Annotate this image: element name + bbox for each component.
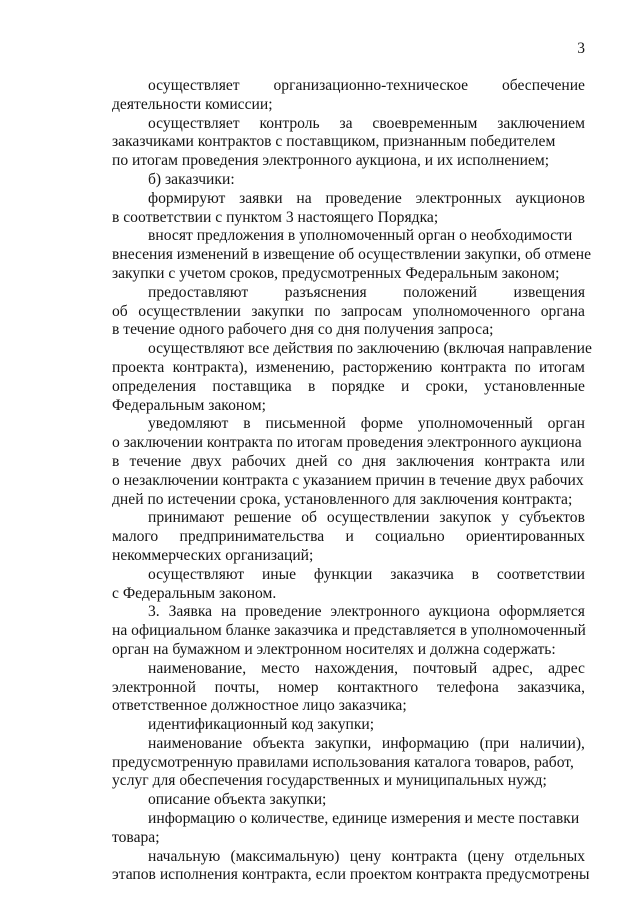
text-word: объекта: [252, 734, 305, 752]
text-line: описание объекта закупки;: [148, 791, 327, 809]
text-word: расторжению: [342, 358, 433, 376]
text-word: течение: [129, 452, 182, 470]
text-word: на: [296, 189, 312, 207]
text-word: Заявка: [168, 603, 213, 621]
text-word: по: [514, 358, 531, 376]
text-word: разъяснения: [284, 283, 367, 301]
text-line: [112, 735, 585, 754]
text-line: [112, 660, 585, 679]
text-word: положений: [403, 283, 477, 301]
text-word: осуществляет: [148, 77, 240, 94]
text-word: осуществляет: [148, 114, 240, 132]
text-word: 3.: [148, 603, 160, 621]
text-word: информацию: [381, 734, 470, 752]
text-word: об: [112, 302, 128, 320]
text-line: [112, 848, 585, 867]
text-word: осуществлении: [138, 302, 241, 320]
text-word: в: [307, 377, 316, 395]
text-word: проекта: [112, 358, 165, 376]
text-line: [112, 359, 585, 378]
text-line: некоммерческих организаций;: [112, 546, 314, 564]
text-word: наименование,: [148, 659, 247, 677]
text-word: в: [243, 415, 251, 433]
text-line: закупки с учетом сроков, предусмотренных Федеральным законом;: [112, 264, 560, 282]
text-word: отдельных: [514, 847, 585, 865]
text-word: (цену: [467, 847, 505, 865]
text-word: и: [345, 528, 354, 546]
text-word: контракта),: [172, 358, 248, 376]
text-word: адрес,: [492, 659, 534, 677]
text-line: предусмотренную правилами использования каталога товаров, работ,: [112, 753, 574, 771]
text-word: установленные: [484, 377, 585, 395]
text-word: проведение: [245, 603, 322, 621]
text-word: обеспечение: [501, 77, 585, 94]
text-line: вносят предложения в уполномоченный орган о необходимости: [148, 227, 573, 245]
text-word: предоставляют: [148, 283, 249, 301]
text-word: за: [339, 114, 353, 132]
text-word: электронных: [415, 189, 502, 207]
text-word: малого: [112, 528, 159, 546]
text-line: в течение одного рабочего дня со дня получения запроса;: [112, 321, 494, 339]
text-word: у: [501, 509, 510, 527]
text-word: письменной: [265, 415, 346, 433]
text-line: б) заказчики:: [148, 170, 235, 188]
text-word: (максимальную): [230, 847, 340, 865]
text-line: [112, 115, 585, 134]
text-word: проведение: [325, 189, 402, 207]
text-word: дня: [362, 452, 386, 470]
text-word: по: [314, 302, 331, 320]
text-word: закупок: [439, 509, 492, 527]
text-word: запросам: [340, 302, 403, 320]
text-word: цену: [349, 847, 382, 865]
text-word: принимают: [148, 509, 225, 527]
text-word: форме: [360, 415, 403, 433]
text-line: деятельности комиссии;: [112, 95, 273, 113]
text-word: в: [471, 565, 480, 583]
text-word: дней: [296, 452, 328, 470]
text-word: организационно-техническое: [273, 77, 469, 94]
text-line: [112, 603, 585, 622]
text-word: функции: [313, 565, 373, 583]
text-line: Федеральным законом;: [112, 396, 266, 414]
text-line: внесения изменений в извещение об осуществлении закупки, об отмене: [112, 246, 592, 264]
text-line: [112, 378, 585, 397]
text-line: по итогам проведения электронного аукциона, и их исполнением;: [112, 152, 550, 170]
text-word: заявки: [239, 189, 283, 207]
text-word: наличии),: [519, 734, 585, 752]
text-word: контроль: [259, 114, 320, 132]
text-word: аукционов: [515, 189, 585, 207]
text-line: [112, 303, 585, 322]
text-word: наименование: [148, 734, 243, 752]
text-word: и: [400, 377, 410, 395]
text-word: заключением: [497, 114, 585, 132]
text-line: услуг для обеспечения государственных и муниципальных нужд;: [112, 772, 547, 790]
text-line: идентификационный код закупки;: [148, 716, 375, 734]
text-line: этапов исполнения контракта, если проектом контракта предусмотрены: [112, 866, 590, 884]
text-word: контракта: [440, 358, 507, 376]
text-word: закупки,: [314, 734, 372, 752]
text-line: осуществляют все действия по заключению (включая направление: [148, 340, 592, 358]
text-word: субъектов: [518, 509, 585, 527]
text-line: о незаключении контракта с указанием причин в течение двух рабочих: [112, 471, 584, 489]
text-word: аукциона: [428, 603, 490, 621]
text-line: [112, 528, 585, 547]
text-line: дней по истечении срока, установленного для заключения контракта;: [112, 490, 573, 508]
text-word: номер: [278, 678, 319, 696]
text-word: со: [337, 452, 353, 470]
text-word: в: [112, 452, 120, 470]
text-word: место: [261, 659, 300, 677]
text-word: контракта: [484, 452, 551, 470]
text-word: итогам: [538, 358, 585, 376]
text-line: [112, 509, 585, 528]
text-word: электронной: [112, 678, 196, 696]
text-line: [112, 190, 585, 209]
document-body: [112, 77, 592, 885]
text-line: [112, 284, 585, 303]
text-line: информацию о количестве, единице измерения и месте поставки: [148, 810, 580, 828]
text-line: товара;: [112, 828, 160, 846]
text-word: извещения: [513, 283, 585, 301]
text-word: рабочих: [231, 452, 286, 470]
text-word: осуществлении: [326, 509, 430, 527]
text-word: уполномоченный: [417, 415, 533, 433]
text-word: социально: [375, 528, 445, 546]
text-line: [112, 77, 585, 96]
text-line: орган на бумажном и электронном носителях и должна содержать:: [112, 640, 556, 658]
text-line: в соответствии с пунктом 3 настоящего Порядка;: [112, 208, 439, 226]
text-word: телефона: [436, 678, 499, 696]
text-line: [112, 679, 585, 698]
text-word: решение: [234, 509, 292, 527]
text-word: начальную: [148, 847, 221, 865]
text-word: нахождения,: [314, 659, 398, 677]
text-word: на: [220, 603, 237, 621]
text-word: контактного: [337, 678, 419, 696]
text-word: сроки,: [425, 377, 468, 395]
text-word: или: [560, 452, 585, 470]
text-word: изменению,: [255, 358, 335, 376]
text-word: электронного: [330, 603, 420, 621]
text-word: иные: [261, 565, 297, 583]
text-word: соответствии: [496, 565, 585, 583]
text-word: формируют: [148, 189, 226, 207]
text-word: уполномоченного: [412, 302, 531, 320]
text-word: заключения: [396, 452, 475, 470]
text-word: определения: [112, 377, 197, 395]
text-word: заказчика: [390, 565, 454, 583]
text-word: орган: [547, 415, 585, 433]
text-line: ответственное должностное лицо заказчика;: [112, 697, 407, 715]
text-line: о заключении контракта по итогам проведения электронного аукциона: [112, 434, 582, 452]
text-word: осуществляют: [148, 565, 245, 583]
text-word: ориентированных: [465, 528, 585, 546]
text-line: [112, 566, 585, 585]
text-word: поставщика: [212, 377, 292, 395]
text-word: двух: [191, 452, 222, 470]
text-word: об: [301, 509, 317, 527]
text-line: заказчиками контрактов с поставщиком, признанным победителем: [112, 133, 556, 151]
text-word: уведомляют: [148, 415, 229, 433]
text-word: почтовый: [413, 659, 478, 677]
text-word: закупки: [251, 302, 304, 320]
text-line: на официальном бланке заказчика и представляется в уполномоченный: [112, 622, 586, 640]
text-word: предпринимательства: [179, 528, 325, 546]
text-word: контракта: [391, 847, 458, 865]
text-word: оформляется: [498, 603, 585, 621]
text-line: [112, 453, 585, 472]
text-word: адрес: [548, 659, 585, 677]
text-word: органа: [540, 302, 585, 320]
text-word: (при: [479, 734, 510, 752]
text-word: порядке: [331, 377, 385, 395]
text-line: с Федеральным законом.: [112, 584, 277, 602]
page-number: 3: [577, 40, 585, 57]
text-word: своевременным: [372, 114, 478, 132]
text-word: почты,: [214, 678, 260, 696]
text-line: [112, 415, 585, 434]
text-word: заказчика,: [517, 678, 585, 696]
